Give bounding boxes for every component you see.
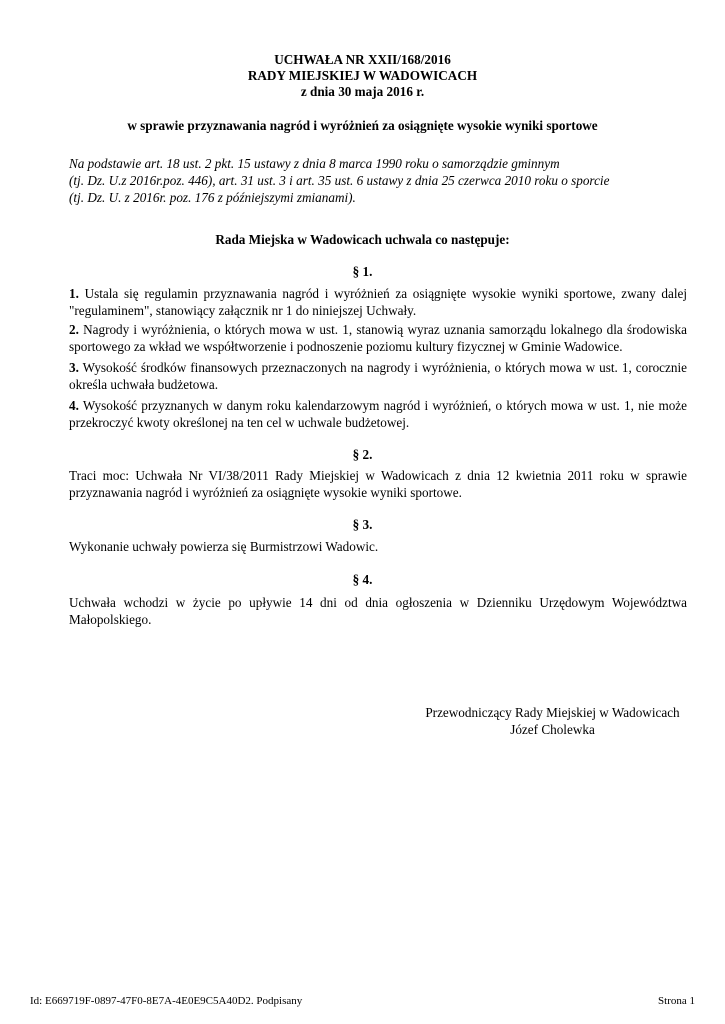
council-name: RADY MIEJSKIEJ W WADOWICACH: [247, 68, 478, 83]
signatory-name: Józef Cholewka: [510, 722, 595, 737]
section-1-paragraph-3: [69, 359, 687, 393]
paragraph-number: 3.: [69, 360, 79, 375]
resolution-subject: w sprawie przyznawania nagród i wyróżnień za osiągnięte wysokie wyniki sportowe: [127, 118, 598, 133]
section-2-title: § 2.: [352, 447, 373, 462]
signature-block: [400, 704, 705, 738]
page-number: Strona 1: [658, 995, 695, 1007]
section-1-paragraph-2: [69, 321, 687, 355]
legal-basis: [69, 155, 669, 206]
resolution-date: z dnia 30 maja 2016 r.: [300, 84, 425, 99]
section-2-text: Traci moc: Uchwała Nr VI/38/2011 Rady Miejskiej w Wadowicach z dnia 12 kwietnia 2011 roku w sprawie przyznawania nagród i wyróżnień za osiągnięte wysokie wyniki sportowe.: [69, 468, 687, 500]
resolves-statement: Rada Miejska w Wadowicach uchwala co następuje:: [215, 232, 510, 247]
legal-basis-line: (tj. Dz. U. z 2016r. poz. 176 z późniejszymi zmianami).: [69, 190, 356, 205]
signatory-role: Przewodniczący Rady Miejskiej w Wadowicach: [425, 705, 680, 720]
paragraph-text: Wysokość przyznanych w danym roku kalendarzowym nagród i wyróżnień, o których mowa w ust. 1, nie może przekroczyć kwoty określonej na ten cel w uchwale budżetowej.: [69, 398, 688, 430]
paragraph-text: Ustala się regulamin przyznawania nagród i wyróżnień za osiągnięte wysokie wyniki sportowe, zwany dalej "regulaminem", stanowiący załącznik nr 1 do niniejszej Uchwały.: [69, 286, 688, 318]
paragraph-text: Wysokość środków finansowych przeznaczonych na nagrody i wyróżnienia, o których mowa w ust. 1, corocznie określa uchwała budżetowa.: [69, 360, 687, 392]
section-4-title: § 4.: [352, 572, 373, 587]
paragraph-number: 1.: [69, 286, 79, 301]
document-id: Id: E669719F-0897-47F0-8E7A-4E0E9C5A40D2. Podpisany: [30, 995, 303, 1007]
paragraph-number: 2.: [69, 322, 79, 337]
resolution-number: UCHWAŁA NR XXII/168/2016: [274, 52, 451, 67]
section-1-title: § 1.: [352, 264, 373, 279]
section-1-paragraph-4: [69, 397, 687, 431]
paragraph-number: 4.: [69, 398, 79, 413]
section-3-title: § 3.: [352, 517, 373, 532]
legal-basis-line: Na podstawie art. 18 ust. 2 pkt. 15 ustawy z dnia 8 marca 1990 roku o samorządzie gminnym: [69, 156, 560, 171]
resolution-header: [0, 52, 725, 100]
section-4-text: Uchwała wchodzi w życie po upływie 14 dni od dnia ogłoszenia w Dzienniku Urzędowym Województwa Małopolskiego.: [69, 595, 687, 627]
section-3-text: Wykonanie uchwały powierza się Burmistrzowi Wadowic.: [69, 539, 379, 554]
legal-basis-line: (tj. Dz. U.z 2016r.poz. 446), art. 31 ust. 3 i art. 35 ust. 6 ustawy z dnia 25 czerwca 2010 roku o sporcie: [69, 173, 610, 188]
paragraph-text: Nagrody i wyróżnienia, o których mowa w ust. 1, stanowią wyraz uznania samorządu lokalnego dla środowiska sportowego za wkład we współtworzenie i podnoszenie poziomu kultury fizycznej w Gminie Wadowice.: [69, 322, 687, 354]
section-1-paragraph-1: [69, 285, 687, 319]
